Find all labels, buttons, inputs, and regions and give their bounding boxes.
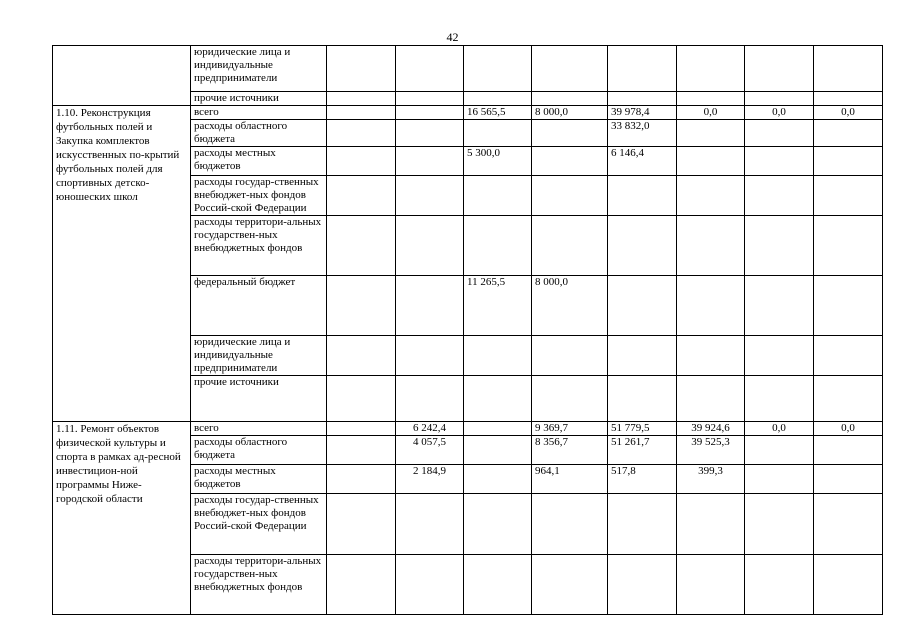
- funding-source-cell: прочие источники: [191, 376, 327, 422]
- amount-cell: [396, 494, 464, 555]
- amount-cell: 399,3: [677, 465, 745, 494]
- table-row: [53, 422, 883, 436]
- funding-source-cell: расходы областного бюджета: [191, 120, 327, 147]
- amount-cell: 964,1: [532, 465, 608, 494]
- amount-cell: [532, 92, 608, 106]
- amount-cell: 9 369,7: [532, 422, 608, 436]
- amount-cell: [327, 376, 396, 422]
- amount-cell: [745, 465, 814, 494]
- program-name-cell: 1.10. Реконструкция футбольных полей и Закупка комплектов искусственных по-крытий футбольных полей для спортивных детско-юношеских школ: [53, 106, 191, 422]
- amount-cell: 33 832,0: [608, 120, 677, 147]
- amount-cell: [814, 465, 883, 494]
- amount-cell: [396, 176, 464, 216]
- amount-cell: [677, 376, 745, 422]
- amount-cell: [745, 92, 814, 106]
- amount-cell: [745, 216, 814, 276]
- amount-cell: [396, 216, 464, 276]
- amount-cell: [677, 336, 745, 376]
- amount-cell: 39 978,4: [608, 106, 677, 120]
- amount-cell: 0,0: [677, 106, 745, 120]
- funding-source-cell: расходы областного бюджета: [191, 436, 327, 465]
- amount-cell: [396, 147, 464, 176]
- amount-cell: 6 242,4: [396, 422, 464, 436]
- amount-cell: [745, 120, 814, 147]
- amount-cell: [396, 120, 464, 147]
- amount-cell: [677, 46, 745, 92]
- amount-cell: 0,0: [745, 422, 814, 436]
- amount-cell: [396, 92, 464, 106]
- amount-cell: 8 000,0: [532, 276, 608, 336]
- amount-cell: [327, 216, 396, 276]
- funding-source-cell: федеральный бюджет: [191, 276, 327, 336]
- amount-cell: [814, 336, 883, 376]
- amount-cell: [532, 46, 608, 92]
- amount-cell: [464, 376, 532, 422]
- amount-cell: 0,0: [814, 106, 883, 120]
- amount-cell: 51 779,5: [608, 422, 677, 436]
- amount-cell: [608, 276, 677, 336]
- amount-cell: [608, 555, 677, 615]
- amount-cell: [396, 276, 464, 336]
- amount-cell: [396, 376, 464, 422]
- financing-table: [52, 45, 883, 615]
- table-row: [53, 106, 883, 120]
- funding-source-cell: расходы государ-ственных внебюджет-ных фондов Россий-ской Федерации: [191, 494, 327, 555]
- amount-cell: [327, 555, 396, 615]
- amount-cell: [464, 336, 532, 376]
- amount-cell: [532, 120, 608, 147]
- funding-source-cell: расходы государ-ственных внебюджет-ных фондов Россий-ской Федерации: [191, 176, 327, 216]
- amount-cell: [814, 376, 883, 422]
- amount-cell: [327, 120, 396, 147]
- amount-cell: [677, 276, 745, 336]
- amount-cell: [608, 46, 677, 92]
- amount-cell: [464, 92, 532, 106]
- funding-source-cell: расходы территори-альных государствен-ных внебюджетных фондов: [191, 216, 327, 276]
- amount-cell: [745, 494, 814, 555]
- amount-cell: [745, 276, 814, 336]
- amount-cell: [677, 555, 745, 615]
- amount-cell: [677, 176, 745, 216]
- amount-cell: [745, 336, 814, 376]
- amount-cell: [327, 494, 396, 555]
- amount-cell: [396, 106, 464, 120]
- funding-source-cell: расходы территори-альных государствен-ных внебюджетных фондов: [191, 555, 327, 615]
- amount-cell: [745, 46, 814, 92]
- amount-cell: 517,8: [608, 465, 677, 494]
- amount-cell: [608, 336, 677, 376]
- amount-cell: [532, 376, 608, 422]
- funding-source-cell: всего: [191, 106, 327, 120]
- amount-cell: [532, 336, 608, 376]
- amount-cell: [327, 422, 396, 436]
- amount-cell: [396, 336, 464, 376]
- amount-cell: 4 057,5: [396, 436, 464, 465]
- amount-cell: 8 000,0: [532, 106, 608, 120]
- amount-cell: [464, 422, 532, 436]
- amount-cell: [814, 436, 883, 465]
- amount-cell: [327, 436, 396, 465]
- amount-cell: 11 265,5: [464, 276, 532, 336]
- amount-cell: [532, 216, 608, 276]
- amount-cell: [396, 46, 464, 92]
- amount-cell: [608, 216, 677, 276]
- amount-cell: [677, 494, 745, 555]
- amount-cell: [814, 46, 883, 92]
- funding-source-cell: прочие источники: [191, 92, 327, 106]
- amount-cell: [814, 147, 883, 176]
- amount-cell: [327, 465, 396, 494]
- amount-cell: [745, 147, 814, 176]
- amount-cell: [327, 176, 396, 216]
- amount-cell: [464, 176, 532, 216]
- amount-cell: [464, 436, 532, 465]
- amount-cell: [745, 376, 814, 422]
- amount-cell: 0,0: [745, 106, 814, 120]
- amount-cell: 51 261,7: [608, 436, 677, 465]
- amount-cell: [532, 494, 608, 555]
- page-number: 42: [446, 30, 459, 44]
- amount-cell: [608, 376, 677, 422]
- amount-cell: 39 525,3: [677, 436, 745, 465]
- amount-cell: 39 924,6: [677, 422, 745, 436]
- amount-cell: [814, 276, 883, 336]
- amount-cell: [814, 216, 883, 276]
- amount-cell: 2 184,9: [396, 465, 464, 494]
- amount-cell: 5 300,0: [464, 147, 532, 176]
- amount-cell: [814, 494, 883, 555]
- amount-cell: [677, 120, 745, 147]
- amount-cell: [608, 92, 677, 106]
- program-name-cell: [53, 46, 191, 106]
- amount-cell: [745, 176, 814, 216]
- amount-cell: [814, 120, 883, 147]
- amount-cell: [608, 176, 677, 216]
- amount-cell: [532, 147, 608, 176]
- amount-cell: [464, 46, 532, 92]
- amount-cell: [745, 436, 814, 465]
- amount-cell: [814, 176, 883, 216]
- amount-cell: [677, 147, 745, 176]
- amount-cell: 6 146,4: [608, 147, 677, 176]
- amount-cell: 16 565,5: [464, 106, 532, 120]
- amount-cell: [814, 92, 883, 106]
- funding-source-cell: юридические лица и индивидуальные предприниматели: [191, 336, 327, 376]
- amount-cell: [327, 147, 396, 176]
- amount-cell: [464, 555, 532, 615]
- amount-cell: [327, 92, 396, 106]
- amount-cell: [327, 276, 396, 336]
- table-row: [53, 46, 883, 92]
- amount-cell: [327, 336, 396, 376]
- funding-source-cell: расходы местных бюджетов: [191, 465, 327, 494]
- amount-cell: [745, 555, 814, 615]
- amount-cell: [814, 555, 883, 615]
- amount-cell: [327, 46, 396, 92]
- amount-cell: [464, 120, 532, 147]
- funding-source-cell: юридические лица и индивидуальные предприниматели: [191, 46, 327, 92]
- amount-cell: [464, 216, 532, 276]
- amount-cell: 8 356,7: [532, 436, 608, 465]
- amount-cell: [532, 176, 608, 216]
- amount-cell: [608, 494, 677, 555]
- funding-source-cell: расходы местных бюджетов: [191, 147, 327, 176]
- amount-cell: [464, 494, 532, 555]
- program-name-cell: 1.11. Ремонт объектов физической культуры и спорта в рамках ад-ресной инвестицион-ной программы Ниже-городской области: [53, 422, 191, 615]
- funding-source-cell: всего: [191, 422, 327, 436]
- amount-cell: [327, 106, 396, 120]
- amount-cell: [396, 555, 464, 615]
- amount-cell: [677, 216, 745, 276]
- amount-cell: [677, 92, 745, 106]
- amount-cell: [464, 465, 532, 494]
- amount-cell: [532, 555, 608, 615]
- amount-cell: 0,0: [814, 422, 883, 436]
